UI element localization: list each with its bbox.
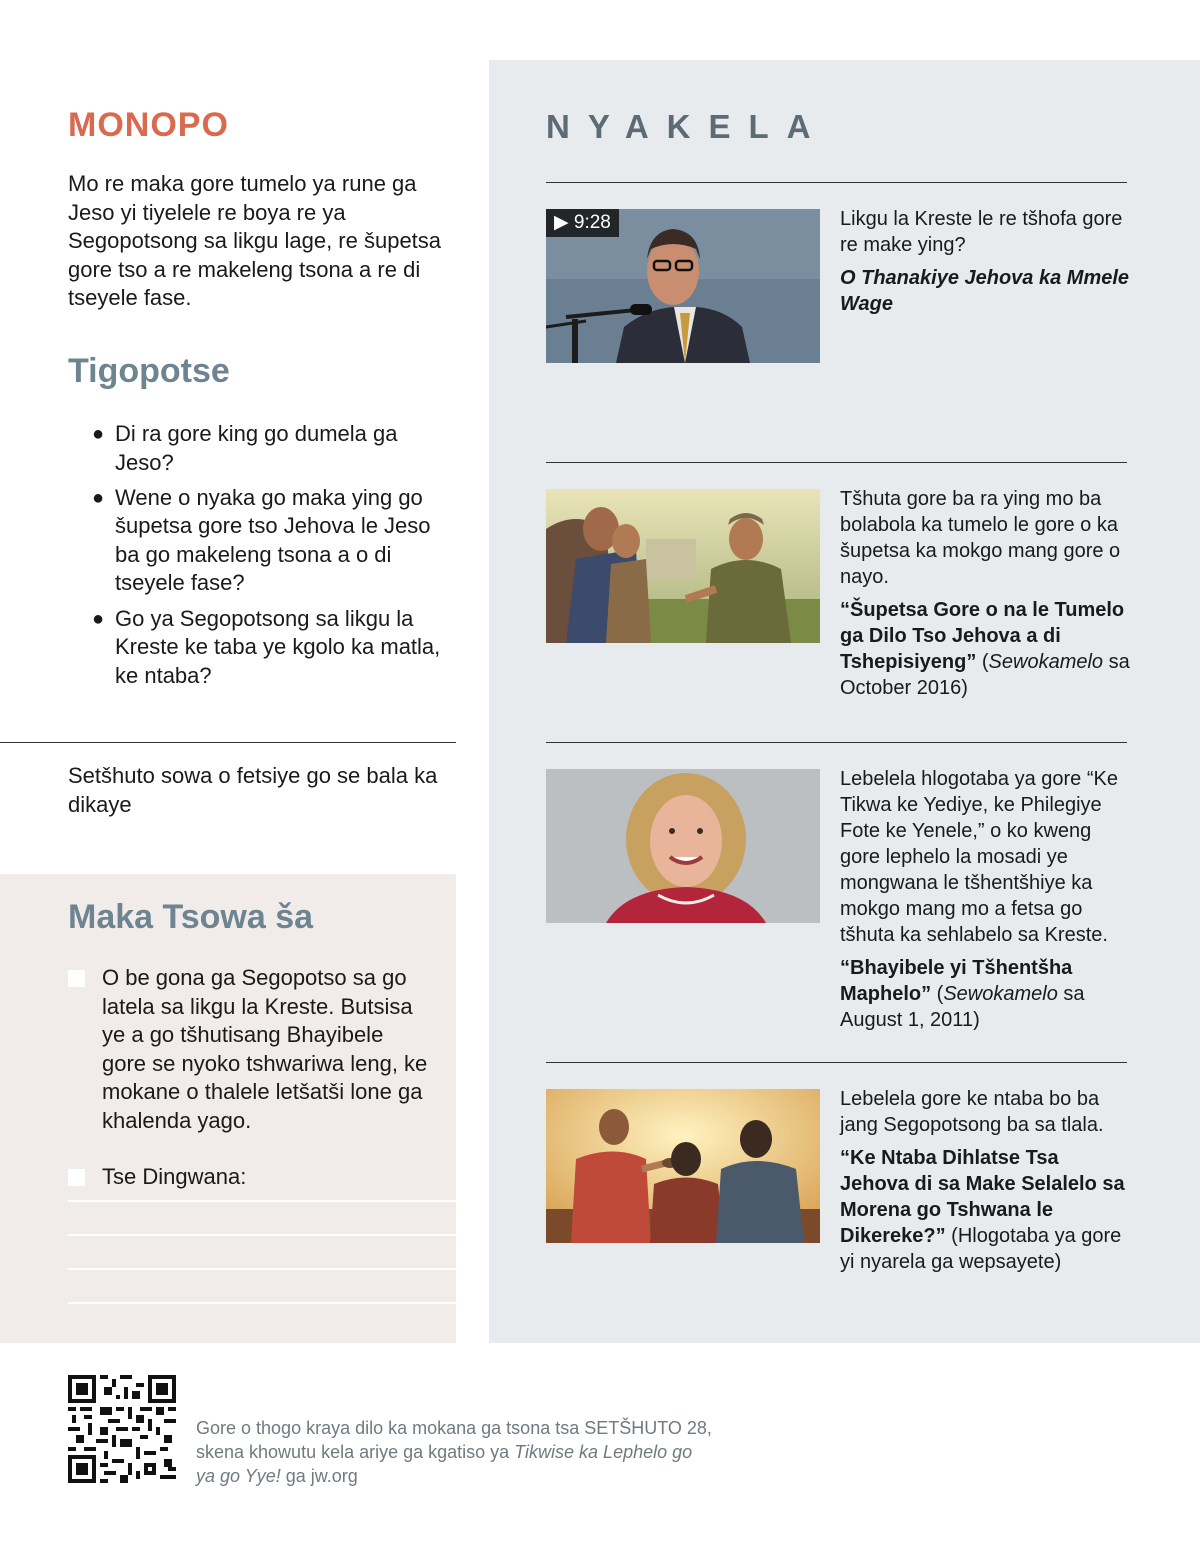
nyakela-panel (489, 60, 1200, 1343)
writing-line[interactable] (68, 1234, 456, 1236)
reference-title-text[interactable]: “Bhayibele yi Tšhentšha Maphelo” (840, 957, 1073, 1005)
checklist-text: O be gona ga Segopotso sa go latela sa likgu la Kreste. Butsisa ye a go tšhutisang Bhayibele gore se nyoko tshwariwa leng, ke mokane o thalele letšatši lone ga khalenda yago. (102, 965, 428, 1133)
last-supper-image (546, 1089, 820, 1243)
checklist-item (68, 964, 428, 1136)
reference-title[interactable] (840, 265, 1130, 317)
question-item (92, 605, 454, 691)
nyakela-heading: NYAKELA (546, 108, 829, 145)
divider (546, 462, 1127, 463)
reference-item (840, 766, 1130, 1033)
article-thumbnail[interactable] (546, 489, 820, 643)
reference-title-text[interactable]: O Thanakiye Jehova ka Mmele Wage (840, 267, 1130, 315)
question-text: Di ra gore king go dumela ga Jeso? (115, 421, 398, 475)
reference-item (840, 486, 1130, 701)
reference-title[interactable] (840, 955, 1130, 1033)
checkbox[interactable] (68, 1169, 85, 1186)
divider (0, 742, 456, 743)
checklist-item (68, 1163, 428, 1192)
setshuto-note: Setšhuto sowa o fetsiye go se bala ka dikaye (68, 763, 438, 817)
divider (546, 1062, 1127, 1063)
question-item (92, 420, 454, 477)
reference-source: ( (931, 983, 944, 1005)
footer-line: Gore o thogo kraya dilo ka mokana ga tsona tsa SETŠHUTO 28, skena khowutu kela ariye ga kgatiso ya (196, 1418, 712, 1462)
footer-suffix: ga jw.org (280, 1466, 358, 1486)
reference-description: Tšhuta gore ba ra ying mo ba bolabola ka tumelo le gore o ka šupetsa ka mokgo mang gore o nayo. (840, 488, 1121, 588)
writing-line[interactable] (68, 1200, 456, 1202)
article-thumbnail[interactable] (546, 769, 820, 923)
reference-source-date: sa August 1, 2011) (840, 983, 1085, 1031)
footer-text (196, 1416, 716, 1488)
video-thumbnail[interactable] (546, 209, 820, 363)
bullet-icon: ● (92, 607, 105, 630)
checklist-text: Tse Dingwana: (102, 1164, 247, 1189)
publication-title[interactable]: Tikwise ka Lephelo go ya go Yye! (196, 1442, 693, 1486)
reference-description: Lebelela hlogotaba ya gore “Ke Tikwa ke Yediye, ke Philegiye Fote ke Yenele,” o ko kweng gore lephelo la mosadi ye mongwana le tšhentšhiye ka mokgo mang mo a fetsa go tšhuta ka sehlabelo sa Kreste. (840, 768, 1118, 946)
question-text: Go ya Segopotsong sa likgu la Kreste ke taba ye kgolo ka matla, ke ntaba? (115, 605, 441, 688)
monopo-text: Mo re maka gore tumelo ya rune ga Jeso yi tiyelele re boya re ya Segopotsong sa likgu lage, re šupetsa gore tso a re makeleng tsona a re di tseyele fase. (68, 171, 442, 311)
maka-panel (0, 874, 456, 1343)
reference-source: ( (976, 651, 989, 673)
writing-line[interactable] (68, 1302, 456, 1304)
bullet-icon: ● (92, 486, 105, 509)
writing-line[interactable] (68, 1268, 456, 1270)
reference-source: (Hlogotaba ya gore yi nyarela ga wepsayete) (840, 1225, 1122, 1273)
reference-source-italic: Sewokamelo (943, 983, 1058, 1005)
woman-portrait-image (546, 769, 820, 923)
maka-heading: Maka Tsowa ša (68, 898, 314, 936)
men-conversation-image (546, 489, 820, 643)
reference-title[interactable] (840, 1145, 1130, 1275)
qr-code-icon[interactable] (68, 1375, 176, 1483)
divider (546, 742, 1127, 743)
reference-title-text[interactable]: “Ke Ntaba Dihlatse Tsa Jehova di sa Make Selalelo sa Morena go Tshwana le Dikereke?” (840, 1147, 1125, 1247)
reference-description: Lebelela gore ke ntaba bo ba jang Segopotsong ba sa tlala. (840, 1088, 1104, 1136)
checkbox[interactable] (68, 970, 85, 987)
divider (546, 182, 1127, 183)
reference-item (840, 206, 1130, 317)
monopo-heading: MONOPO (68, 106, 229, 144)
reference-title[interactable] (840, 597, 1130, 701)
left-column (0, 0, 456, 1343)
question-text: Wene o nyaka go maka ying go šupetsa gore tso Jehova le Jeso ba go makeleng tsona a o di tseyele fase? (115, 484, 431, 596)
article-thumbnail[interactable] (546, 1089, 820, 1243)
question-list (92, 420, 454, 697)
reference-source-italic: Sewokamelo (988, 651, 1104, 673)
reference-description: Likgu la Kreste le re tšhofa gore re make ying? (840, 208, 1123, 256)
bullet-icon: ● (92, 423, 105, 445)
tigopotse-heading: Tigopotse (68, 352, 230, 390)
reference-item (840, 1086, 1130, 1275)
question-item (92, 484, 454, 598)
reference-title-text[interactable]: “Šupetsa Gore o na le Tumelo ga Dilo Tso Jehova a di Tshepisiyeng” (840, 599, 1125, 673)
video-duration-badge: ▶ 9:28 (546, 209, 619, 237)
reference-source-date: sa October 2016) (840, 651, 1130, 699)
